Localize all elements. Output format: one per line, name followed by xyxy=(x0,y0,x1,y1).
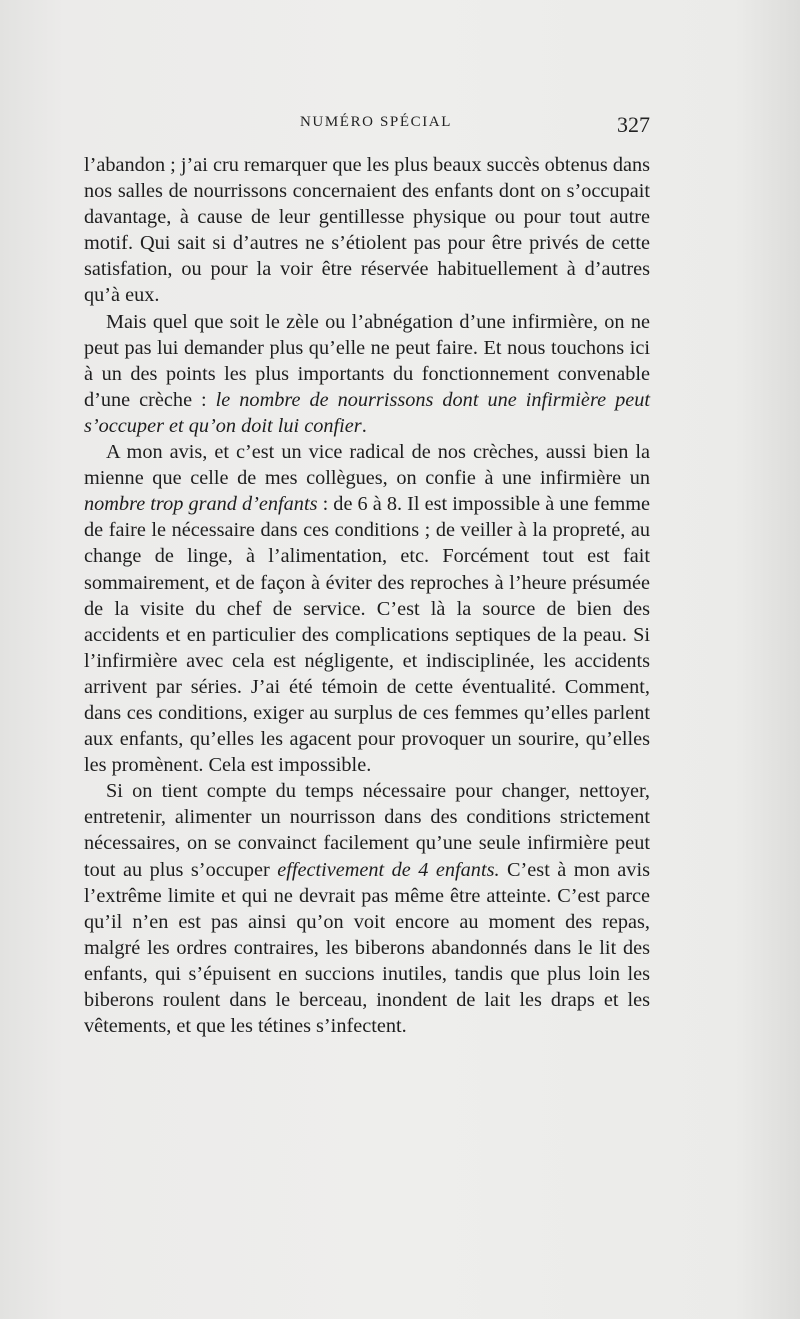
paragraph-2 xyxy=(84,309,650,439)
paragraph-1: l’abandon ; j’ai cru remarquer que les plus beaux succès obtenus dans nos salles de nourrissons concernaient des enfants dont on s’occupait davantage, à cause de leur gentillesse physique ou pour tout autre motif. Qui sait si d’autres ne s’étiolent pas pour être privés de cette satisfation, ou pour la voir être réservée habituellement à d’autres qu’à eux. xyxy=(84,154,650,307)
paragraph-3-text-b: : de 6 à 8. Il est impossible à une femme de faire le nécessaire dans ces conditions ; de veiller à la propreté, au change de linge, à l’alimentation, etc. Forcément tout est fait sommairement, et de façon à éviter des reproches à l’heure présumée de la visite du chef de service. C’est là la source de bien des accidents et en particulier des complications septiques de la peau. Si l’infirmière avec cela est négligente, et indisciplinée, les accidents arrivent par séries. J’ai été témoin de cette éventualité. Comment, dans ces conditions, exiger au surplus de ces femmes qu’elles parlent aux enfants, qu’elles les agacent pour provoquer un sourire, qu’elles les promènent. Cela est impossible. xyxy=(84,493,650,777)
paragraph-4-italic: effectivement de 4 enfants. xyxy=(277,858,500,881)
paragraph-3-text-a: A mon avis, et c’est un vice radical de nos crèches, aussi bien la mienne que celle de mes collègues, on confie à une infirmière un xyxy=(84,441,650,490)
paragraph-3 xyxy=(84,439,650,778)
paragraph-3-italic: nombre trop grand d’enfants xyxy=(84,493,318,516)
body-text xyxy=(84,152,650,1039)
paragraph-2-text-a: Mais quel que soit le zèle ou l’abnégation d’une infirmière, on ne peut pas lui demander plus qu’elle ne peut faire. Et nous touchons ici à un des points les plus importants du fonctionnement convenable d’une crèche : xyxy=(84,310,650,411)
page-number: 327 xyxy=(617,112,650,137)
paragraph-4 xyxy=(84,778,650,1039)
paragraph-2-italic: le nombre de nourrissons dont une infirmière peut s’occuper et qu’on doit lui confier xyxy=(84,388,650,437)
paragraph-4-text-b: C’est à mon avis l’extrême limite et qui ne devrait pas même être atteinte. C’est parce qu’il n’en est pas ainsi qu’on voit encore au moment des repas, malgré les ordres contraires, les biberons abandonnés dans le lit des enfants, qui s’épuisent en succions inutiles, tandis que plus loin les biberons roulent dans le berceau, inondent de lait les draps et les vêtements, et que les tétines s’infectent. xyxy=(84,858,650,1038)
running-head: NUMÉRO SPÉCIAL xyxy=(300,114,452,130)
paragraph-4-text-a: Si on tient compte du temps nécessaire pour changer, nettoyer, entretenir, alimenter un nourrisson dans des conditions strictement nécessaires, on se convainct facilement qu’une seule infirmière peut tout au plus s’occuper xyxy=(84,780,650,881)
page-header xyxy=(84,112,650,140)
paragraph-2-text-b: . xyxy=(361,414,367,437)
